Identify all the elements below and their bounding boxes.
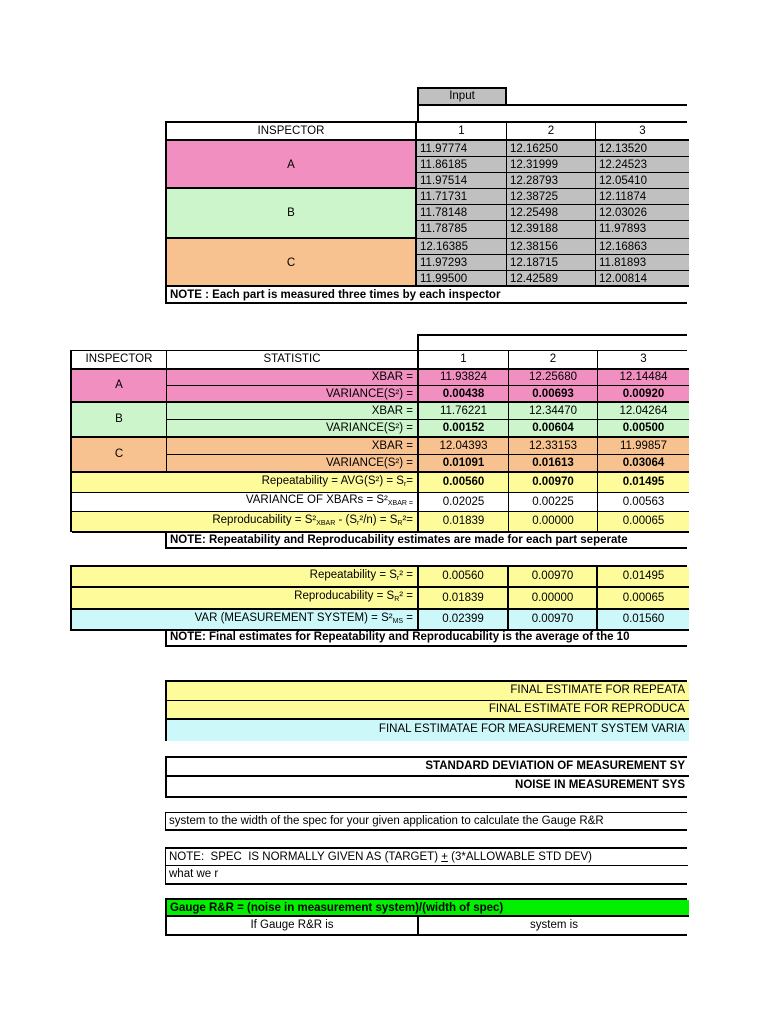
measurement-system-var-value: 0.02399: [419, 610, 509, 631]
measurement-table: [165, 121, 687, 304]
stats-part-3-header: 3: [640, 353, 647, 365]
summary-reproducability-value: 0.00000: [509, 588, 598, 610]
stats-inspector-b: B: [72, 403, 167, 438]
input-label: Input: [417, 87, 507, 105]
data-cell: 12.38156: [507, 239, 596, 255]
xbar-value: 12.25680: [509, 370, 598, 386]
variance-of-xbars-value: 0.00225: [509, 493, 598, 512]
variance-of-xbars-label: VARIANCE OF XBARs = $S^2_{XBAR =}$: [72, 493, 419, 512]
summary-repeatability-value: 0.00560: [419, 567, 509, 588]
data-cell: 12.16385: [417, 239, 507, 255]
gauge-rr-formula: Gauge R&R = (noise in measurement system)/(width of spec): [167, 900, 689, 917]
stats-part-2-header: 2: [509, 351, 598, 368]
gauge-box: [165, 898, 687, 936]
xbar-label: XBAR =: [167, 438, 419, 455]
data-cell: 12.16863: [596, 239, 689, 255]
measurement-system-var-label: VAR (MEASUREMENT SYSTEM) = $S^2_{MS}$ =: [72, 610, 419, 631]
xbar-value: 11.99857: [598, 438, 689, 455]
data-cell: 11.97774: [417, 141, 507, 157]
xbar-value: 12.34470: [509, 403, 598, 420]
data-cell: 12.11874: [596, 189, 689, 205]
xbar-label: XBAR =: [167, 403, 419, 420]
noise-label: NOISE IN MEASUREMENT SYS: [515, 779, 685, 791]
reproducability-value: 0.01839: [419, 512, 509, 533]
repeatability-value: 0.00970: [509, 473, 598, 493]
summary-reproducability-label: Reproducability = $S_R^2$ =: [72, 588, 419, 610]
xbar-value: 12.33153: [509, 438, 598, 455]
variance-value: 0.01091: [419, 455, 509, 473]
xbar-value: 12.04393: [419, 438, 509, 455]
xbar-label: XBAR =: [167, 370, 419, 386]
spec-note-suffix: (3*ALLOWABLE STD DEV): [447, 851, 592, 863]
inspector-b-label: B: [167, 189, 417, 239]
statistics-table: [70, 350, 687, 532]
std-dev-box: [165, 756, 687, 798]
spec-note: [166, 849, 688, 866]
summary-repeatability-label: Repeatability = $S_r^2$ =: [72, 567, 419, 588]
summary-reproducability-value: 0.01839: [419, 588, 509, 610]
variance-value: 0.01613: [509, 455, 598, 473]
variance-value: 0.00604: [509, 420, 598, 438]
repeatability-value: 0.01495: [598, 473, 689, 493]
xbar-value: 11.93824: [419, 370, 509, 386]
data-cell: 11.78148: [417, 205, 507, 221]
repeatability-label: Repeatability = $AVG(S^2) = S_r=$: [72, 473, 419, 493]
inspector-a-label: A: [167, 141, 417, 189]
variance-value: 0.03064: [598, 455, 689, 473]
variance-of-xbars-text: VARIANCE OF XBARs = S²: [245, 494, 388, 506]
reproducability-label: Reproducability = $S^2_{XBAR} - (S_r^2/n) = S_R^2=$: [72, 512, 419, 533]
final-repeatability-label: FINAL ESTIMATE FOR REPEATA: [167, 682, 689, 701]
data-cell: 11.81893: [596, 255, 689, 271]
part-1-header: 1: [417, 123, 507, 139]
variance-of-xbars-value: 0.02025: [419, 493, 509, 512]
data-cell: 12.16250: [507, 141, 596, 157]
data-cell: 12.13520: [596, 141, 689, 157]
system-is-label: system is: [530, 919, 578, 931]
data-cell: 12.39188: [507, 221, 596, 239]
summary-repeatability-value: 0.00970: [509, 567, 598, 588]
variance-label: VARIANCE(S²) =: [167, 386, 419, 403]
data-cell: 12.31999: [507, 157, 596, 173]
data-cell: 11.99500: [417, 271, 507, 287]
reproducability-label-text: Reproducability = S²: [212, 514, 317, 526]
stats-header-box: [417, 334, 687, 351]
stats-inspector-a: A: [72, 370, 167, 403]
summary-repeatability-text: Repeatability = S: [309, 569, 397, 581]
data-cell: 11.97293: [417, 255, 507, 271]
repeatability-label-text: Repeatability = AVG(S²) = S: [261, 475, 404, 487]
data-cell: 12.24523: [596, 157, 689, 173]
xbar-value: 12.14484: [598, 370, 689, 386]
final-ms-variance-label: FINAL ESTIMATAE FOR MEASUREMENT SYSTEM VARIA: [167, 720, 689, 741]
repeatability-value: 0.00560: [419, 473, 509, 493]
reproducability-value: 0.00065: [598, 512, 689, 533]
spec-instruction-text: system to the width of the spec for your given application to calculate the Gauge R&R: [165, 812, 687, 831]
summary-table: [70, 565, 687, 631]
variance-value: 0.00920: [598, 386, 689, 403]
xbar-value: 12.04264: [598, 403, 689, 420]
summary-reproducability-value: 0.00065: [598, 588, 689, 610]
final-estimates-note: NOTE: Final estimates for Repeatability and Reproducability is the average of the 10: [165, 629, 687, 647]
spec-note-box: [165, 847, 687, 885]
stats-part-1-header: 1: [419, 351, 509, 368]
final-reproducability-label: FINAL ESTIMATE FOR REPRODUCA: [167, 701, 689, 720]
data-cell: 12.05410: [596, 173, 689, 189]
measurement-system-var-text: VAR (MEASUREMENT SYSTEM) = S²: [194, 612, 393, 624]
measurement-note: NOTE : Each part is measured three times by each inspector: [170, 289, 501, 301]
stats-inspector-header: INSPECTOR: [72, 351, 167, 368]
variance-of-xbars-value: 0.00563: [598, 493, 689, 512]
summary-repeatability-value: 0.01495: [598, 567, 689, 588]
spec-note-line2: what we r: [169, 868, 219, 880]
data-cell: 11.86185: [417, 157, 507, 173]
inspector-c-label: C: [167, 239, 417, 287]
final-estimates-box: [165, 680, 687, 741]
data-cell: 12.00814: [596, 271, 689, 287]
xbar-value: 11.76221: [419, 403, 509, 420]
data-cell: 12.38725: [507, 189, 596, 205]
data-cell: 11.97514: [417, 173, 507, 189]
inspector-header: INSPECTOR: [167, 123, 417, 139]
measurement-system-var-value: 0.00970: [509, 610, 598, 631]
variance-label: VARIANCE(S²) =: [167, 420, 419, 438]
spec-note-prefix: NOTE: SPEC IS NORMALLY GIVEN AS (TARGET): [169, 851, 442, 863]
stats-inspector-c: C: [72, 438, 167, 473]
part-3-header: 3: [639, 125, 646, 137]
data-cell: 12.42589: [507, 271, 596, 287]
variance-value: 0.00693: [509, 386, 598, 403]
variance-label: VARIANCE(S²) =: [167, 455, 419, 473]
part-2-header: 2: [507, 123, 596, 139]
data-cell: 12.03026: [596, 205, 689, 221]
data-cell: 11.78785: [417, 221, 507, 239]
data-cell: 11.97893: [596, 221, 689, 239]
std-dev-label: STANDARD DEVIATION OF MEASUREMENT SY: [167, 758, 689, 777]
plus-minus-symbol: +: [441, 851, 448, 863]
data-cell: 12.18715: [507, 255, 596, 271]
variance-value: 0.00438: [419, 386, 509, 403]
data-cell: 12.25498: [507, 205, 596, 221]
variance-value: 0.00500: [598, 420, 689, 438]
reproducability-value: 0.00000: [509, 512, 598, 533]
part-estimates-note: NOTE: Repeatability and Reproducability estimates are made for each part seperate: [165, 532, 687, 549]
data-cell: 11.71731: [417, 189, 507, 205]
summary-reproducability-text: Reproducability = S: [294, 590, 395, 602]
measurement-system-var-value: 0.01560: [598, 610, 689, 631]
stats-statistic-header: STATISTIC: [167, 351, 419, 368]
data-cell: 12.28793: [507, 173, 596, 189]
variance-value: 0.00152: [419, 420, 509, 438]
if-gauge-label: If Gauge R&R is: [167, 917, 419, 934]
